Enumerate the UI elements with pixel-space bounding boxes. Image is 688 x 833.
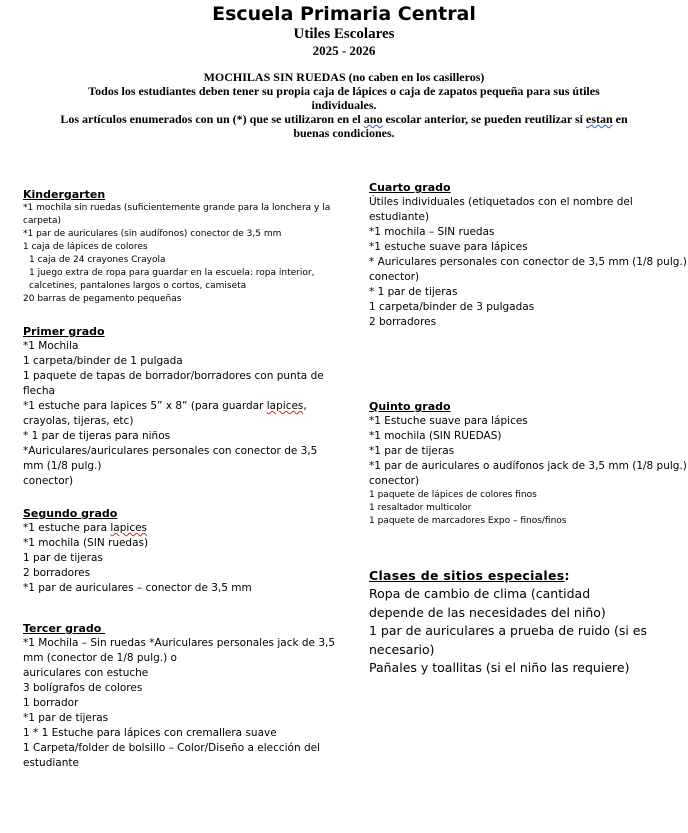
list-item: 1 paquete de tapas de borrador/borradores con punta de <box>23 370 324 382</box>
list-item: *1 par de auriculares (sin audífonos) conector de 3,5 mm <box>23 229 282 239</box>
list-item: 1 borrador <box>23 697 79 709</box>
list-item: 1 carpeta/binder de 3 pulgadas <box>369 301 535 313</box>
notice-pencil-box: Todos los estudiantes deben tener su propia caja de lápices o caja de zapatos pequeña para sus útiles individuales. <box>88 84 600 112</box>
section-kindergarten <box>23 187 330 306</box>
section-title-colon: : <box>564 568 570 583</box>
spellcheck-word: lapices <box>266 400 304 412</box>
list-item-text: , <box>303 400 307 412</box>
list-item: 1 * 1 Estuche para lápices con cremallera suave <box>23 727 277 739</box>
notice-reuse-text-c: en buenas condiciones. <box>293 112 628 140</box>
section-title-primer-grado: Primer grado <box>23 325 105 338</box>
list-item-text: *1 estuche para lapices 5” x 8” (para guardar <box>23 400 267 412</box>
notice-reuse <box>60 112 628 140</box>
list-item: crayolas, tijeras, etc) <box>23 415 134 427</box>
list-item: estudiante <box>23 757 79 769</box>
list-item: *1 par de tijeras <box>23 712 109 724</box>
list-item: *1 mochila – SIN ruedas <box>369 226 495 238</box>
list-item: *1 mochila (SIN ruedas) <box>23 537 149 549</box>
list-item: * 1 par de tijeras para niños <box>23 430 171 442</box>
list-item: conector) <box>369 271 420 283</box>
list-item <box>23 399 324 414</box>
list-item: depende de las necesidades del niño) <box>369 604 606 620</box>
section-tercer-grado <box>23 621 335 771</box>
list-item: mm (1/8 pulg.) <box>23 460 102 472</box>
list-item: 1 Carpeta/folder de bolsillo – Color/Diseño a elección del <box>23 742 321 754</box>
section-clases-especiales <box>369 567 647 678</box>
section-title-clases-especiales <box>369 567 647 585</box>
list-item: *1 par de auriculares – conector de 3,5 mm <box>23 582 252 594</box>
list-item: 1 carpeta/binder de 1 pulgada <box>23 355 183 367</box>
list-item: carpeta) <box>23 216 61 226</box>
section-title-text: Clases de sitios especiales <box>369 568 565 583</box>
section-title-segundo-grado: Segundo grado <box>23 507 118 520</box>
list-item: 1 paquete de lápices de colores finos <box>369 490 537 500</box>
list-item: 3 bolígrafos de colores <box>23 682 143 694</box>
section-cuarto-grado <box>369 180 687 330</box>
list-item: 1 juego extra de ropa para guardar en la escuela: ropa interior, <box>29 268 315 278</box>
list-item: 1 resaltador multicolor <box>369 503 472 513</box>
list-item: *1 par de auriculares o audífonos jack de 3,5 mm (1/8 pulg.) <box>369 460 687 472</box>
list-item: 20 barras de pegamento pequeñas <box>23 294 182 304</box>
spellcheck-word: lapices <box>110 522 148 534</box>
school-name: Escuela Primaria Central <box>212 3 476 25</box>
section-primer-grado <box>23 324 324 489</box>
list-item: Pañales y toallitas (si el niño las requiere) <box>369 660 630 675</box>
list-item: *1 par de tijeras <box>369 445 455 457</box>
list-item: *1 Mochila <box>23 340 79 352</box>
school-year: 2025 - 2026 <box>312 43 376 58</box>
list-item: * Auriculares personales con conector de 3,5 mm (1/8 pulg.) <box>369 256 687 268</box>
list-item: calcetines, pantalones largos o cortos, camiseta <box>29 281 247 291</box>
list-item: Útiles individuales (etiquetados con el nombre del <box>369 196 633 208</box>
list-item: necesario) <box>369 641 435 657</box>
list-item: conector) <box>23 475 74 487</box>
document-subtitle: Utiles Escolares <box>293 26 395 42</box>
notice-reuse-word-ano: ano <box>363 112 383 126</box>
list-item: auriculares con estuche <box>23 667 149 679</box>
list-item: conector) <box>369 475 420 487</box>
list-item: estudiante) <box>369 211 430 223</box>
document-header <box>0 0 688 59</box>
section-title-kindergarten: Kindergarten <box>23 188 106 201</box>
section-segundo-grado <box>23 506 252 596</box>
list-item: *1 Estuche suave para lápices <box>369 415 528 427</box>
section-quinto-grado <box>369 399 687 528</box>
notice-reuse-text-a: Los artículos enumerados con un (*) que se utilizaron en el <box>60 112 364 126</box>
list-item: mm (conector de 1/8 pulg.) o <box>23 652 177 664</box>
list-item: *1 estuche suave para lápices <box>369 241 528 253</box>
list-item: 2 borradores <box>23 567 91 579</box>
list-item: Ropa de cambio de clima (cantidad <box>369 586 591 601</box>
list-item: 1 caja de 24 crayones Crayola <box>29 255 166 265</box>
notice-backpack: MOCHILAS SIN RUEDAS (no caben en los casilleros) <box>203 70 485 84</box>
list-item: *Auriculares/auriculares personales con conector de 3,5 <box>23 445 318 457</box>
list-item: 1 caja de lápices de colores <box>23 242 148 252</box>
list-item: *1 mochila sin ruedas (suficientemente grande para la lonchera y la <box>23 203 331 213</box>
list-item: 1 par de tijeras <box>23 552 103 564</box>
list-item: *1 mochila (SIN RUEDAS) <box>369 430 502 442</box>
list-item: 1 paquete de marcadores Expo – finos/finos <box>369 516 567 526</box>
notice-reuse-word-estan: estan <box>586 112 613 126</box>
notice-block <box>60 70 628 140</box>
list-item: *1 Mochila – Sin ruedas *Auriculares personales jack de 3,5 <box>23 637 336 649</box>
list-item: flecha <box>23 385 55 397</box>
list-item: 1 par de auriculares a prueba de ruido (si es <box>369 623 648 638</box>
list-item <box>23 521 252 536</box>
section-title-quinto-grado: Quinto grado <box>369 400 451 413</box>
list-item: 2 borradores <box>369 316 437 328</box>
section-title-cuarto-grado: Cuarto grado <box>369 181 451 194</box>
section-title-tercer-grado: Tercer grado <box>23 622 106 635</box>
list-item: * 1 par de tijeras <box>369 286 458 298</box>
notice-reuse-text-b: escolar anterior, se pueden reutilizar si <box>382 112 586 126</box>
list-item-text: *1 estuche para <box>23 522 111 534</box>
